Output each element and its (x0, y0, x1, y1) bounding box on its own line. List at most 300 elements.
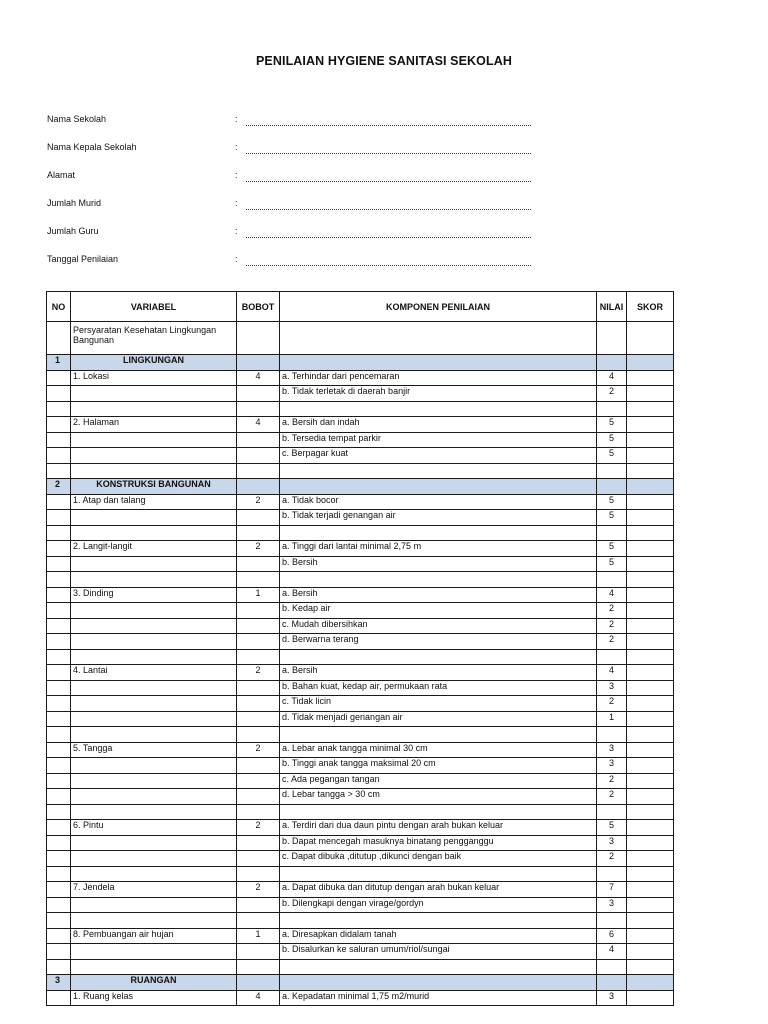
cell-skor[interactable] (627, 773, 674, 789)
cell-skor[interactable] (627, 727, 674, 743)
info-field-input-line[interactable] (246, 265, 531, 266)
info-field-colon: : (235, 198, 238, 208)
cell-bobot (237, 463, 280, 479)
cell-bobot (237, 634, 280, 650)
cell-komponen: b. Tinggi anak tangga maksimal 20 cm (280, 758, 597, 774)
cell-variabel (71, 463, 237, 479)
cell-komponen (280, 727, 597, 743)
cell-variabel: 6. Pintu (71, 820, 237, 836)
spacer-row (47, 866, 674, 882)
cell-komponen: b. Dapat mencegah masuknya binatang pengganggu (280, 835, 597, 851)
cell-no: 3 (47, 975, 71, 991)
cell-nilai: 4 (597, 587, 627, 603)
cell-skor[interactable] (627, 913, 674, 929)
cell-bobot (237, 432, 280, 448)
cell-variabel: Persyaratan Kesehatan Lingkungan Bangunan (71, 322, 237, 355)
cell-variabel: 2. Halaman (71, 417, 237, 433)
cell-komponen (280, 959, 597, 975)
info-field-colon: : (235, 254, 238, 264)
cell-bobot: 1 (237, 587, 280, 603)
cell-bobot (237, 572, 280, 588)
spacer-row (47, 401, 674, 417)
cell-nilai: 3 (597, 758, 627, 774)
cell-variabel (71, 448, 237, 464)
cell-bobot: 2 (237, 541, 280, 557)
cell-nilai: 7 (597, 882, 627, 898)
cell-no (47, 680, 71, 696)
cell-no (47, 417, 71, 433)
cell-variabel: LINGKUNGAN (71, 355, 237, 371)
spacer-row (47, 727, 674, 743)
cell-no (47, 696, 71, 712)
cell-bobot: 4 (237, 990, 280, 1006)
cell-skor[interactable] (627, 742, 674, 758)
cell-variabel (71, 603, 237, 619)
cell-bobot: 2 (237, 820, 280, 836)
table-row (47, 494, 674, 510)
cell-variabel: 1. Atap dan talang (71, 494, 237, 510)
table-row (47, 944, 674, 960)
cell-komponen: a. Diresapkan didalam tanah (280, 928, 597, 944)
table-row (47, 742, 674, 758)
cell-komponen (280, 649, 597, 665)
cell-no (47, 510, 71, 526)
cell-variabel (71, 835, 237, 851)
info-field-colon: : (235, 170, 238, 180)
cell-bobot (237, 975, 280, 991)
cell-komponen: c. Ada pegangan tangan (280, 773, 597, 789)
cell-nilai: 2 (597, 696, 627, 712)
cell-no (47, 556, 71, 572)
cell-komponen (280, 355, 597, 371)
cell-variabel (71, 897, 237, 913)
table-row (47, 618, 674, 634)
cell-no (47, 789, 71, 805)
cell-variabel (71, 913, 237, 929)
cell-nilai: 4 (597, 665, 627, 681)
cell-skor[interactable] (627, 603, 674, 619)
table-row (47, 758, 674, 774)
table-row (47, 820, 674, 836)
header-no: NO (47, 292, 71, 322)
cell-variabel (71, 758, 237, 774)
header-skor: SKOR (627, 292, 674, 322)
cell-skor[interactable] (627, 959, 674, 975)
cell-variabel: 3. Dinding (71, 587, 237, 603)
cell-komponen: c. Berpagar kuat (280, 448, 597, 464)
cell-variabel: 1. Lokasi (71, 370, 237, 386)
cell-skor[interactable] (627, 494, 674, 510)
header-komponen: KOMPONEN PENILAIAN (280, 292, 597, 322)
cell-bobot (237, 401, 280, 417)
cell-nilai: 1 (597, 711, 627, 727)
cell-skor[interactable] (627, 322, 674, 355)
table-row (47, 541, 674, 557)
cell-bobot (237, 603, 280, 619)
cell-no (47, 494, 71, 510)
cell-komponen: b. Tidak terletak di daerah banjir (280, 386, 597, 402)
cell-no (47, 928, 71, 944)
table-row (47, 680, 674, 696)
cell-no (47, 851, 71, 867)
cell-variabel (71, 711, 237, 727)
table-row (47, 665, 674, 681)
cell-skor[interactable] (627, 649, 674, 665)
header-variabel: VARIABEL (71, 292, 237, 322)
info-field-input-line[interactable] (246, 237, 531, 238)
cell-variabel (71, 804, 237, 820)
cell-komponen: c. Mudah dibersihkan (280, 618, 597, 634)
cell-skor[interactable] (627, 556, 674, 572)
cell-bobot: 2 (237, 742, 280, 758)
cell-komponen: b. Disalurkan ke saluran umum/riol/sungai (280, 944, 597, 960)
cell-variabel (71, 401, 237, 417)
cell-skor[interactable] (627, 479, 674, 495)
page-title: PENILAIAN HYGIENE SANITASI SEKOLAH (256, 54, 512, 68)
cell-variabel (71, 432, 237, 448)
cell-komponen: b. Tidak terjadi genangan air (280, 510, 597, 526)
cell-komponen: a. Bersih (280, 587, 597, 603)
cell-komponen (280, 975, 597, 991)
cell-no (47, 386, 71, 402)
table-row (47, 897, 674, 913)
cell-skor[interactable] (627, 804, 674, 820)
cell-variabel (71, 851, 237, 867)
section-row (47, 479, 674, 495)
cell-no (47, 665, 71, 681)
cell-nilai: 3 (597, 835, 627, 851)
cell-no (47, 572, 71, 588)
info-field-colon: : (235, 226, 238, 236)
cell-no (47, 897, 71, 913)
cell-bobot (237, 355, 280, 371)
info-field-label: Jumlah Guru (47, 226, 99, 236)
info-field-label: Alamat (47, 170, 76, 180)
cell-no (47, 866, 71, 882)
table-row (47, 386, 674, 402)
cell-nilai (597, 913, 627, 929)
section-row (47, 355, 674, 371)
cell-variabel (71, 773, 237, 789)
cell-variabel (71, 510, 237, 526)
intro-row (47, 322, 674, 355)
cell-skor[interactable] (627, 851, 674, 867)
cell-skor[interactable] (627, 417, 674, 433)
cell-bobot (237, 789, 280, 805)
cell-bobot (237, 711, 280, 727)
cell-skor[interactable] (627, 572, 674, 588)
cell-skor[interactable] (627, 789, 674, 805)
cell-no (47, 463, 71, 479)
cell-bobot (237, 649, 280, 665)
cell-skor[interactable] (627, 882, 674, 898)
cell-nilai: 2 (597, 634, 627, 650)
cell-no (47, 711, 71, 727)
cell-nilai: 5 (597, 556, 627, 572)
cell-skor[interactable] (627, 587, 674, 603)
cell-variabel (71, 386, 237, 402)
cell-skor[interactable] (627, 386, 674, 402)
cell-bobot (237, 727, 280, 743)
cell-variabel: KONSTRUKSI BANGUNAN (71, 479, 237, 495)
cell-no: 1 (47, 355, 71, 371)
cell-nilai: 2 (597, 851, 627, 867)
cell-variabel (71, 680, 237, 696)
cell-komponen: b. Kedap air (280, 603, 597, 619)
cell-nilai: 2 (597, 789, 627, 805)
cell-skor[interactable] (627, 835, 674, 851)
cell-no (47, 541, 71, 557)
cell-skor[interactable] (627, 944, 674, 960)
cell-no (47, 959, 71, 975)
cell-skor[interactable] (627, 990, 674, 1006)
cell-variabel: 5. Tangga (71, 742, 237, 758)
info-field-label: Tanggal Penilaian (47, 254, 119, 264)
cell-skor[interactable] (627, 634, 674, 650)
cell-nilai: 2 (597, 618, 627, 634)
cell-bobot (237, 866, 280, 882)
cell-komponen (280, 525, 597, 541)
cell-nilai (597, 322, 627, 355)
table-row (47, 587, 674, 603)
cell-bobot (237, 696, 280, 712)
cell-skor[interactable] (627, 618, 674, 634)
cell-nilai (597, 975, 627, 991)
info-field-input-line[interactable] (246, 125, 531, 126)
cell-nilai (597, 355, 627, 371)
table-row (47, 882, 674, 898)
cell-komponen: c. Tidak licin (280, 696, 597, 712)
cell-variabel: 4. Lantai (71, 665, 237, 681)
cell-komponen (280, 401, 597, 417)
cell-bobot (237, 959, 280, 975)
cell-nilai: 3 (597, 990, 627, 1006)
cell-skor[interactable] (627, 401, 674, 417)
header-bobot: BOBOT (237, 292, 280, 322)
table-row (47, 417, 674, 433)
cell-komponen: a. Tinggi dari lantai minimal 2,75 m (280, 541, 597, 557)
cell-bobot (237, 913, 280, 929)
cell-nilai (597, 959, 627, 975)
cell-komponen: a. Dapat dibuka dan ditutup dengan arah bukan keluar (280, 882, 597, 898)
table-row (47, 370, 674, 386)
info-field-colon: : (235, 142, 238, 152)
cell-no (47, 913, 71, 929)
cell-skor[interactable] (627, 928, 674, 944)
cell-skor[interactable] (627, 541, 674, 557)
cell-bobot (237, 897, 280, 913)
cell-no (47, 758, 71, 774)
cell-variabel (71, 959, 237, 975)
cell-no (47, 587, 71, 603)
cell-nilai (597, 649, 627, 665)
cell-komponen (280, 866, 597, 882)
cell-nilai (597, 572, 627, 588)
cell-skor[interactable] (627, 665, 674, 681)
cell-skor[interactable] (627, 463, 674, 479)
cell-nilai (597, 463, 627, 479)
cell-nilai: 5 (597, 510, 627, 526)
info-field-label: Jumlah Murid (47, 198, 102, 208)
spacer-row (47, 959, 674, 975)
cell-komponen: a. Terhindar dari pencemaran (280, 370, 597, 386)
cell-skor[interactable] (627, 355, 674, 371)
cell-nilai: 2 (597, 603, 627, 619)
header-nilai: NILAI (597, 292, 627, 322)
cell-no (47, 820, 71, 836)
cell-bobot (237, 680, 280, 696)
cell-no (47, 401, 71, 417)
cell-bobot (237, 510, 280, 526)
cell-komponen (280, 804, 597, 820)
cell-variabel (71, 944, 237, 960)
cell-variabel (71, 789, 237, 805)
cell-nilai: 3 (597, 680, 627, 696)
cell-skor[interactable] (627, 866, 674, 882)
info-field-label: Nama Kepala Sekolah (47, 142, 137, 152)
info-field-input-line[interactable] (246, 209, 531, 210)
table-row (47, 928, 674, 944)
cell-komponen: b. Bahan kuat, kedap air, permukaan rata (280, 680, 597, 696)
cell-bobot (237, 525, 280, 541)
cell-skor[interactable] (627, 711, 674, 727)
cell-nilai: 3 (597, 742, 627, 758)
cell-komponen (280, 322, 597, 355)
cell-variabel (71, 572, 237, 588)
cell-variabel (71, 649, 237, 665)
table-row (47, 603, 674, 619)
cell-nilai: 4 (597, 370, 627, 386)
cell-komponen: a. Bersih dan indah (280, 417, 597, 433)
cell-skor[interactable] (627, 448, 674, 464)
cell-nilai: 5 (597, 417, 627, 433)
cell-skor[interactable] (627, 820, 674, 836)
cell-bobot: 4 (237, 370, 280, 386)
cell-skor[interactable] (627, 897, 674, 913)
cell-komponen: b. Tersedia tempat parkir (280, 432, 597, 448)
cell-no (47, 835, 71, 851)
cell-no (47, 448, 71, 464)
cell-komponen (280, 913, 597, 929)
table-row (47, 634, 674, 650)
cell-skor[interactable] (627, 758, 674, 774)
cell-skor[interactable] (627, 510, 674, 526)
table-row (47, 696, 674, 712)
cell-komponen: a. Bersih (280, 665, 597, 681)
cell-komponen: a. Kepadatan minimal 1,75 m2/murid (280, 990, 597, 1006)
cell-nilai (597, 727, 627, 743)
cell-bobot (237, 758, 280, 774)
table-row (47, 510, 674, 526)
cell-komponen: d. Lebar tangga > 30 cm (280, 789, 597, 805)
cell-bobot (237, 322, 280, 355)
cell-bobot (237, 618, 280, 634)
cell-variabel (71, 696, 237, 712)
cell-komponen: a. Tidak bocor (280, 494, 597, 510)
cell-skor[interactable] (627, 432, 674, 448)
cell-komponen (280, 479, 597, 495)
cell-no (47, 990, 71, 1006)
table-header-row (47, 292, 674, 322)
cell-no (47, 634, 71, 650)
cell-nilai: 5 (597, 494, 627, 510)
cell-no (47, 882, 71, 898)
cell-no: 2 (47, 479, 71, 495)
cell-nilai (597, 479, 627, 495)
cell-komponen (280, 572, 597, 588)
table-row (47, 448, 674, 464)
cell-no (47, 742, 71, 758)
cell-variabel (71, 556, 237, 572)
table-row (47, 990, 674, 1006)
spacer-row (47, 649, 674, 665)
cell-nilai: 6 (597, 928, 627, 944)
cell-bobot: 4 (237, 417, 280, 433)
cell-no (47, 370, 71, 386)
info-field-input-line[interactable] (246, 181, 531, 182)
cell-nilai: 5 (597, 432, 627, 448)
cell-komponen: a. Lebar anak tangga minimal 30 cm (280, 742, 597, 758)
cell-nilai: 5 (597, 448, 627, 464)
spacer-row (47, 572, 674, 588)
table-row (47, 789, 674, 805)
cell-skor[interactable] (627, 680, 674, 696)
cell-nilai: 5 (597, 820, 627, 836)
cell-skor[interactable] (627, 696, 674, 712)
cell-bobot (237, 851, 280, 867)
cell-no (47, 727, 71, 743)
cell-skor[interactable] (627, 525, 674, 541)
cell-variabel (71, 866, 237, 882)
cell-bobot (237, 448, 280, 464)
cell-variabel: 1. Ruang kelas (71, 990, 237, 1006)
cell-bobot (237, 944, 280, 960)
cell-bobot (237, 773, 280, 789)
cell-variabel: 8. Pembuangan air hujan (71, 928, 237, 944)
table-row (47, 851, 674, 867)
cell-skor[interactable] (627, 370, 674, 386)
cell-bobot (237, 386, 280, 402)
cell-bobot: 2 (237, 882, 280, 898)
cell-nilai: 4 (597, 944, 627, 960)
cell-skor[interactable] (627, 975, 674, 991)
table-row (47, 556, 674, 572)
info-field-label: Nama Sekolah (47, 114, 107, 124)
cell-no (47, 804, 71, 820)
cell-variabel (71, 525, 237, 541)
cell-nilai: 3 (597, 897, 627, 913)
cell-nilai (597, 525, 627, 541)
cell-komponen: c. Dapat dibuka ,ditutup ,dikunci dengan baik (280, 851, 597, 867)
cell-variabel: 2. Langit-langit (71, 541, 237, 557)
spacer-row (47, 913, 674, 929)
cell-bobot (237, 835, 280, 851)
cell-komponen: d. Tidak menjadi genangan air (280, 711, 597, 727)
cell-bobot (237, 556, 280, 572)
cell-bobot (237, 479, 280, 495)
cell-no (47, 649, 71, 665)
cell-komponen: d. Berwarna terang (280, 634, 597, 650)
cell-bobot: 1 (237, 928, 280, 944)
assessment-table (46, 291, 674, 1006)
info-field-input-line[interactable] (246, 153, 531, 154)
spacer-row (47, 463, 674, 479)
table-row (47, 711, 674, 727)
cell-nilai: 2 (597, 773, 627, 789)
cell-no (47, 603, 71, 619)
cell-komponen (280, 463, 597, 479)
cell-no (47, 618, 71, 634)
